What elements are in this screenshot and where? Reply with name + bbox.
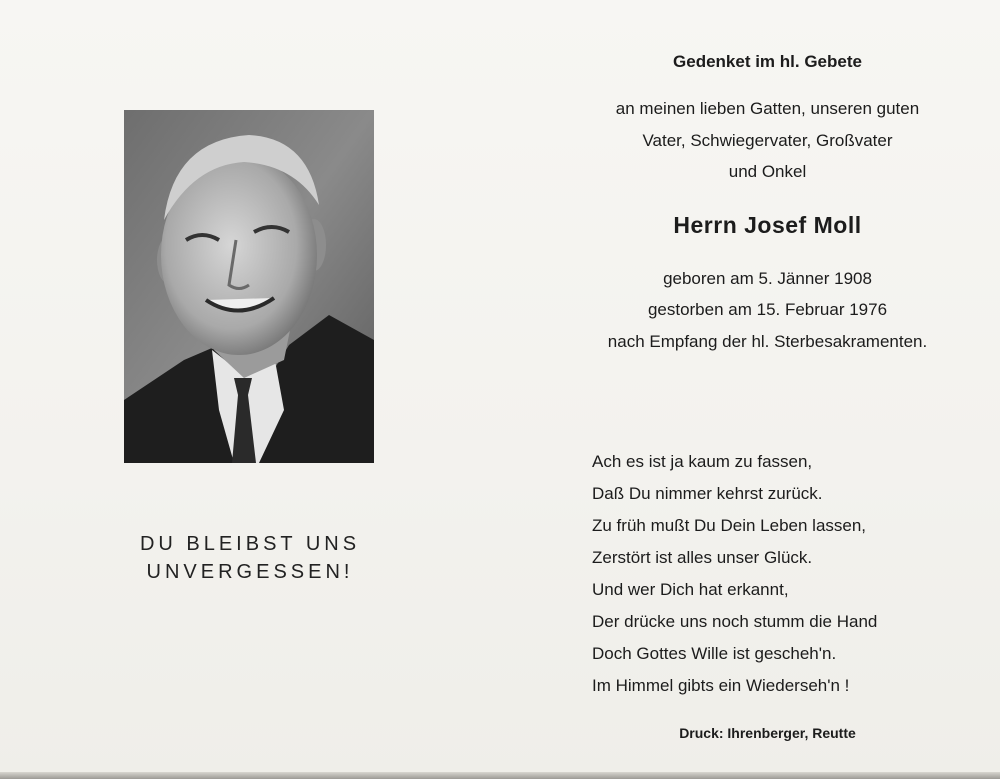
heading: Gedenket im hl. Gebete [673,52,862,71]
intro-line: an meinen lieben Gatten, unseren guten [615,99,920,118]
birth-line: geboren am 5. Jänner 1908 [663,268,872,288]
motto-line: UNVERGESSEN! [146,561,354,583]
poem-line: Im Himmel gibts ein Wiederseh'n ! [592,676,850,695]
poem-line: Doch Gottes Wille ist gescheh'n. [592,644,837,663]
printer-credit: Druck: Ihrenberger, Reutte [679,725,856,741]
poem-line: Der drücke uns noch stumm die Hand [592,612,878,631]
motto [100,530,400,586]
death-line: gestorben am 15. Februar 1976 [647,300,888,319]
intro-line: Vater, Schwiegervater, Großvater [642,130,893,150]
poem-line: Und wer Dich hat erkannt, [592,580,789,599]
poem-line: Zu früh mußt Du Dein Leben lassen, [592,516,867,535]
sacraments-line: nach Empfang der hl. Sterbesakramenten. [607,331,928,351]
intro [545,93,990,188]
poem-line: Daß Du nimmer kehrst zurück. [592,484,823,503]
poem-line: Zerstört ist alles unser Glück. [592,548,813,567]
poem [592,446,992,702]
text-column [545,50,990,357]
life-dates [545,263,990,358]
portrait-image [124,110,374,463]
card-edge [0,772,1000,779]
portrait-photo [124,110,374,463]
motto-line: DU BLEIBST UNS [139,533,361,555]
poem-line: Ach es ist ja kaum zu fassen, [592,452,813,471]
deceased-name: Herrn Josef Moll [673,211,862,238]
intro-line: und Onkel [728,162,807,181]
